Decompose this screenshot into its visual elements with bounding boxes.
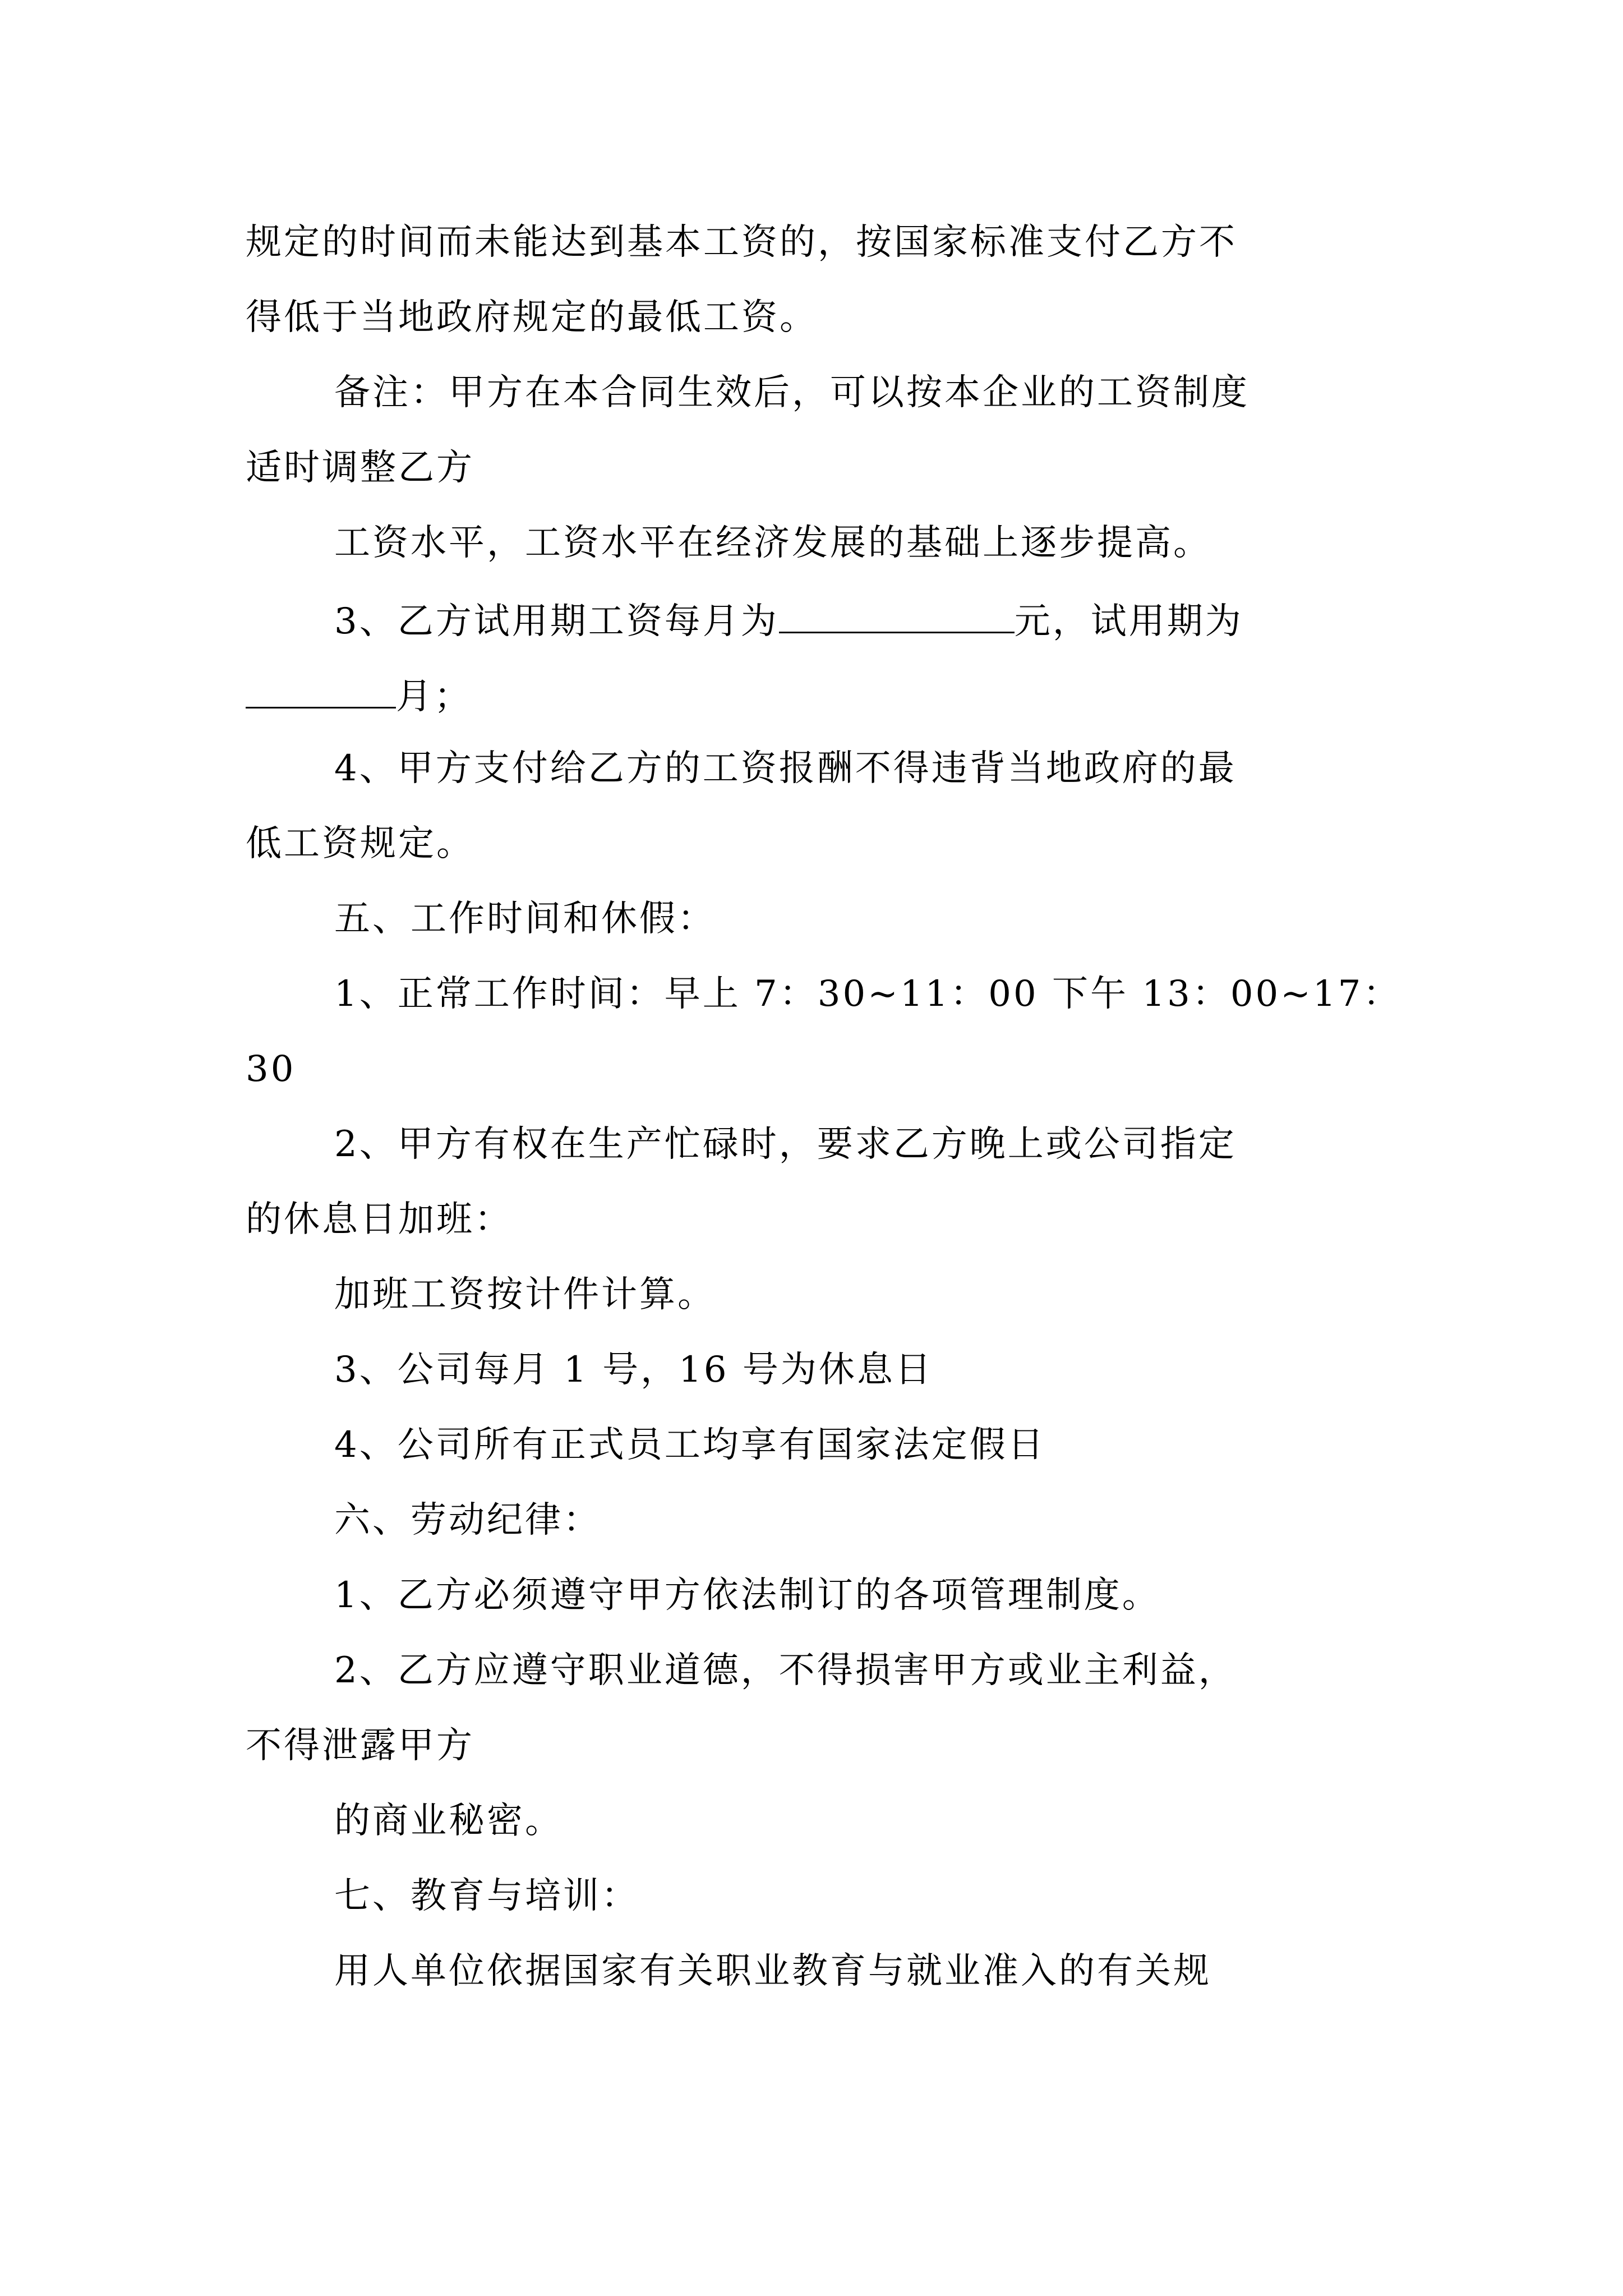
paragraph-line: 4、公司所有正式员工均享有国家法定假日 [334,1424,1046,1466]
clause-text: 3、乙方试用期工资每月为 [334,601,779,642]
clause-text: 月； [396,676,472,717]
paragraph-line: 的休息日加班： [246,1199,513,1240]
paragraph-line: 3、公司每月 1 号，16 号为休息日 [334,1349,933,1391]
paragraph-line: 的商业秘密。 [334,1800,563,1842]
paragraph-line: 2、乙方应遵守职业道德，不得损害甲方或业主利益， [334,1650,1237,1691]
clause-text: 元，试用期为 [1014,601,1243,642]
fill-in-blank [779,600,1015,633]
paragraph-line-with-blank [334,600,1243,642]
paragraph-line: 4、甲方支付给乙方的工资报酬不得违背当地政府的最 [334,748,1237,789]
paragraph-line: 工资水平，工资水平在经济发展的基础上逐步提高。 [334,522,1211,564]
paragraph-line-with-blank [246,675,472,715]
paragraph-line: 低工资规定。 [246,823,474,864]
paragraph-line: 得低于当地政府规定的最低工资。 [246,297,818,338]
section-heading: 六、劳动纪律： [334,1499,601,1541]
paragraph-line: 备注：甲方在本合同生效后，可以按本企业的工资制度 [334,372,1249,413]
paragraph-line: 1、乙方必须遵守甲方依法制订的各项管理制度。 [334,1575,1160,1616]
paragraph-line: 不得泄露甲方 [246,1725,474,1766]
paragraph-line: 加班工资按计件计算。 [334,1274,716,1315]
section-heading: 七、教育与培训： [334,1875,639,1917]
paragraph-line: 30 [246,1048,296,1090]
paragraph-line: 适时调整乙方 [246,447,474,489]
section-heading: 五、工作时间和休假： [334,898,716,940]
fill-in-blank [246,675,396,708]
paragraph-line: 规定的时间而未能达到基本工资的，按国家标准支付乙方不 [246,222,1237,263]
paragraph-line: 用人单位依据国家有关职业教育与就业准入的有关规 [334,1950,1211,1992]
paragraph-line: 2、甲方有权在生产忙碌时，要求乙方晚上或公司指定 [334,1124,1237,1165]
paragraph-line: 1、正常工作时间：早上 7：30~11：00 下午 13：00~17： [334,973,1401,1015]
